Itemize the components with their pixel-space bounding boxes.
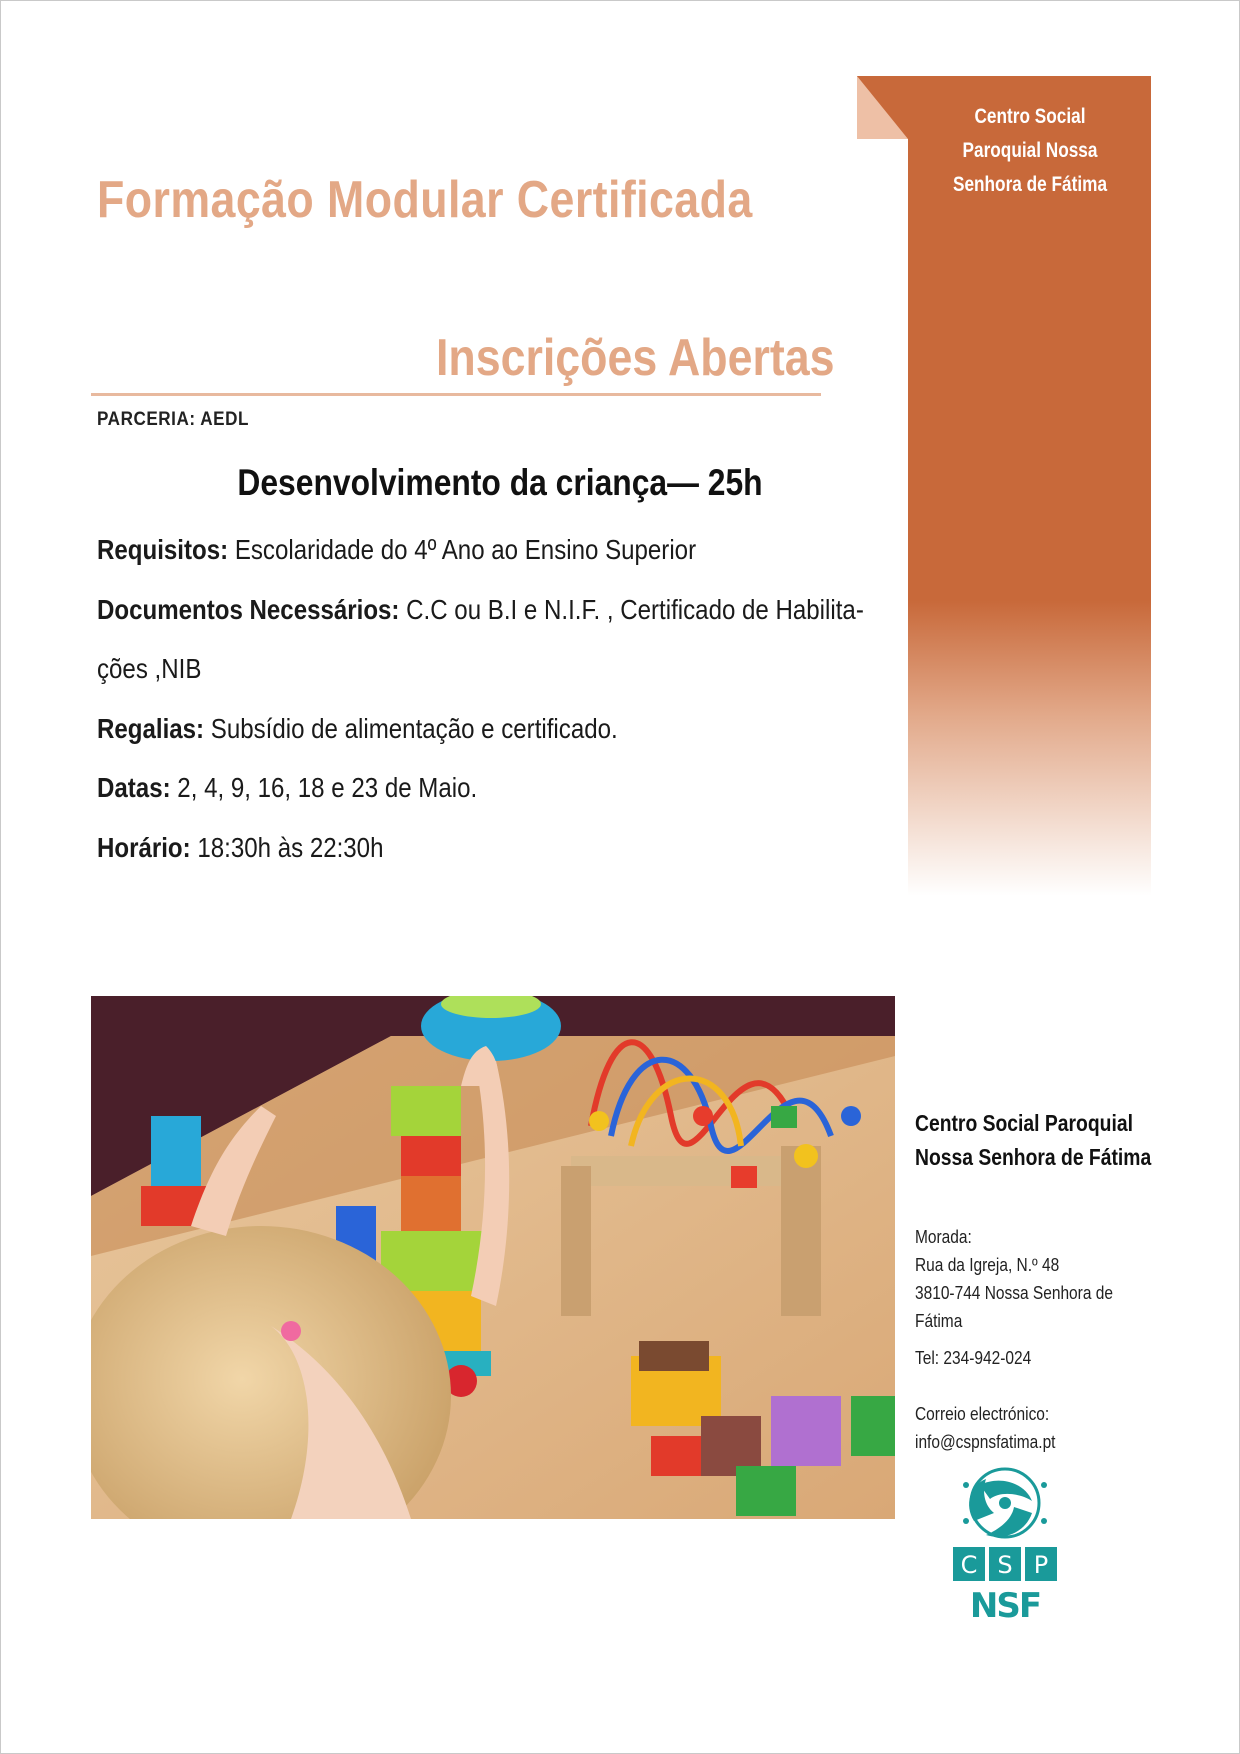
requirements-row: [97, 520, 751, 580]
course-title: Desenvolvimento da criança— 25h: [237, 462, 763, 503]
cspnsf-logo: [950, 1465, 1060, 1625]
course-info: [97, 520, 864, 877]
logo-text-s: S: [997, 1551, 1013, 1579]
documents-row: [97, 580, 864, 640]
child-playing-illustration: [91, 996, 895, 1519]
logo-emblem-icon: [950, 1465, 1060, 1625]
dates-row: [97, 758, 751, 818]
benefits-row: [97, 699, 751, 759]
title-divider: [91, 393, 821, 396]
dates-label: Datas:: [97, 772, 171, 803]
requirements-value: Escolaridade do 4º Ano ao Ensino Superior: [228, 534, 697, 565]
logo-text-nsf: NSF: [969, 1586, 1041, 1625]
address-line-2: 3810-744 Nossa Senhora de: [915, 1283, 1113, 1303]
phone: Tel: 234-942-024: [915, 1348, 1032, 1368]
contact-org-name: Centro Social Paroquial Nossa Senhora de Fátima: [915, 1110, 1152, 1170]
subtitle: Inscrições Abertas: [436, 329, 835, 387]
documents-label: Documentos Necessários:: [97, 593, 400, 625]
address-line-3: Fátima: [915, 1311, 963, 1331]
logo-text-c: C: [960, 1551, 978, 1579]
email-link[interactable]: info@cspnsfatima.pt: [915, 1432, 1056, 1452]
schedule-label: Horário:: [97, 831, 191, 863]
logo-text-p: P: [1033, 1551, 1049, 1579]
documents-row-continued: [97, 639, 751, 699]
benefits-value: Subsídio de alimentação e certificado.: [204, 712, 618, 744]
documents-value: C.C ou B.I e N.I.F. , Certificado de Habilita-: [399, 593, 864, 625]
documents-value-continued: ções ,NIB: [97, 653, 202, 684]
benefits-label: Regalias:: [97, 712, 205, 744]
requirements-label: Requisitos:: [97, 534, 229, 565]
main-title: Formação Modular Certificada: [97, 171, 753, 229]
child-playing-photo: [91, 996, 895, 1519]
schedule-row: [97, 818, 751, 878]
contact-details: [915, 1223, 1113, 1456]
schedule-value: 18:30h às 22:30h: [190, 831, 384, 863]
address-label: Morada:: [915, 1227, 972, 1247]
dates-value: 2, 4, 9, 16, 18 e 23 de Maio.: [170, 772, 478, 803]
partnership-label: PARCERIA: AEDL: [97, 409, 249, 430]
side-band-title: Centro Social Paroquial Nossa Senhora de Fátima: [952, 105, 1108, 196]
address-line-1: Rua da Igreja, N.º 48: [915, 1255, 1060, 1275]
email-label: Correio electrónico:: [915, 1404, 1050, 1424]
